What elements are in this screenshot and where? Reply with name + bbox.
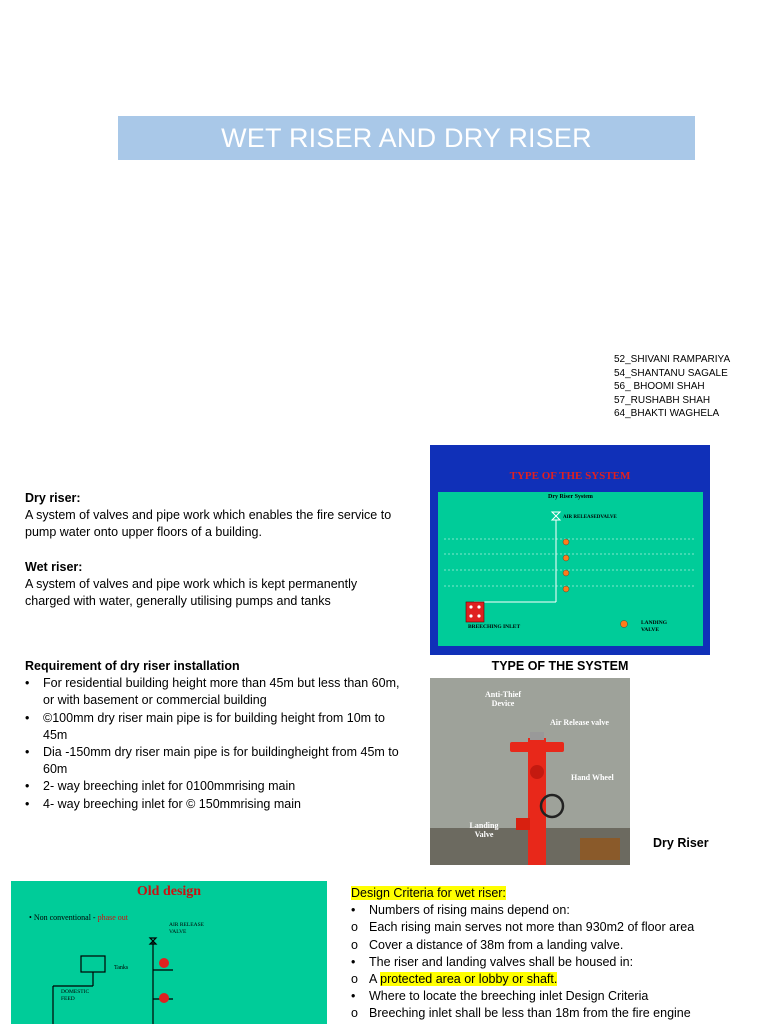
author-list <box>614 353 730 421</box>
requirement-heading: Requirement of dry riser installation <box>25 659 240 673</box>
list-item: • For residential building height more than 45m but less than 60m, or with basement or commercial building <box>25 675 400 709</box>
system-diagram-body <box>438 492 703 646</box>
wet-riser-heading: Wet riser: <box>25 559 83 574</box>
list-item: o Cover a distance of 38m from a landing valve. <box>351 937 761 954</box>
dry-riser-text: A system of valves and pipe work which enables the fire service to pump water onto upper floors of a building. <box>25 508 392 540</box>
photo-caption: Dry Riser <box>653 836 709 850</box>
system-figure-caption: TYPE OF THE SYSTEM <box>491 659 629 673</box>
domestic-feed-label: DOMESTIC FEED <box>61 989 90 1002</box>
list-item: • Numbers of rising mains depend on: <box>351 902 761 919</box>
list-item: • The riser and landing valves shall be housed in: <box>351 954 761 971</box>
landing-label: LANDING VALVE <box>641 620 667 633</box>
dry-riser-photo <box>430 678 630 865</box>
list-item: • Dia -150mm dry riser main pipe is for buildingheight from 45m to 60m <box>25 744 400 778</box>
old-design-diagram <box>11 881 327 1024</box>
design-criteria-heading: Design Criteria for wet riser: <box>351 886 506 900</box>
author-item: 54_SHANTANU SAGALE <box>614 367 728 379</box>
list-item <box>351 971 761 988</box>
requirement-section <box>25 658 400 813</box>
landing-valve-photo-label: Landing Valve <box>469 821 499 839</box>
air-release-label: AIR RELEASEDVALVE <box>563 515 617 520</box>
system-diagram <box>430 445 710 655</box>
list-item: • 2- way breeching inlet for 0100mmrising main <box>25 778 400 795</box>
wet-riser-text: A system of valves and pipe work which is kept permanently charged with water, generally utilising pumps and tanks <box>25 576 358 609</box>
author-item: 56_ BHOOMI SHAH <box>614 381 705 393</box>
old-design-bullet-text: Non conventional - <box>33 913 98 922</box>
old-air-release-label: AIR RELEASE VALVE <box>169 922 204 935</box>
list-item: o Breeching inlet shall be less than 18m from the fire engine <box>351 1005 761 1022</box>
list-item-highlight: protected area or lobby or shaft. <box>380 972 558 987</box>
list-item: o Each rising main serves not more than 930m2 of floor area <box>351 919 761 936</box>
breeching-label: BREECHING INLET <box>468 624 521 630</box>
author-item: 52_SHIVANI RAMPARIYA <box>614 354 731 365</box>
definitions <box>25 490 405 610</box>
system-diagram-subtitle: Dry Riser System <box>548 494 593 500</box>
list-item: • ©100mm dry riser main pipe is for building height from 10m to 45m <box>25 710 400 744</box>
old-design-bullet-red: phase out <box>97 913 129 922</box>
author-item: 57_RUSHABH SHAH <box>614 394 711 406</box>
list-item-prefix: A <box>369 972 381 987</box>
design-criteria <box>351 885 761 1023</box>
air-release-photo-label: Air Release valve <box>550 718 609 727</box>
anti-thief-label: Anti-Thief Device <box>485 690 521 708</box>
page-title: WET RISER AND DRY RISER <box>221 122 592 153</box>
title-bar <box>118 116 695 160</box>
dry-riser-heading: Dry riser: <box>25 491 81 505</box>
old-design-bullet: • Non conventional - phase out <box>29 913 129 922</box>
hand-wheel-label: Hand Wheel <box>571 773 614 782</box>
dry-riser-illustration <box>430 678 630 865</box>
list-item: • Where to locate the breeching inlet Design Criteria <box>351 988 761 1005</box>
author-item: 64_BHAKTI WAGHELA <box>614 408 720 420</box>
system-diagram-title: TYPE OF THE SYSTEM <box>509 470 631 482</box>
tanks-label: Tanks <box>114 965 129 971</box>
old-design-schematic <box>11 881 327 1024</box>
list-item: • 4- way breeching inlet for © 150mmrising main <box>25 796 400 813</box>
old-design-title: Old design <box>136 884 202 899</box>
